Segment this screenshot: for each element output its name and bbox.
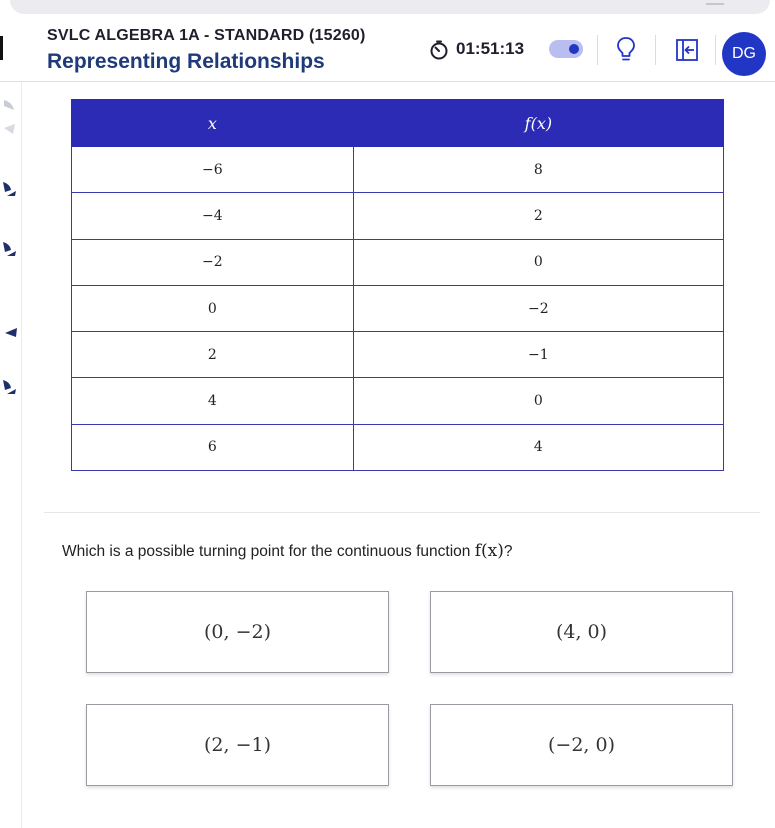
rail-marker-icon [2,182,16,196]
avatar[interactable]: DG [722,32,766,76]
timer-toggle[interactable] [549,40,583,58]
cell-fx: −2 [353,285,723,331]
answer-choice[interactable]: (4, 0) [430,591,733,673]
rail-marker-icon [4,325,18,339]
question-text: Which is a possible turning point for the continuous function [62,543,471,560]
question-prompt [62,541,513,561]
cell-fx: 2 [353,193,723,239]
answer-choice[interactable]: (−2, 0) [430,704,733,786]
exit-panel-icon[interactable] [675,38,699,62]
cell-fx: 0 [353,239,723,285]
header-separator [715,35,716,65]
answer-choice[interactable]: (2, −1) [86,704,389,786]
left-accent-bar [0,36,3,60]
table-row [72,285,724,331]
header-separator [655,35,656,65]
cell-x: 0 [72,285,354,331]
rail-marker-icon [2,122,16,136]
timer-icon[interactable] [429,40,449,60]
cell-x: 6 [72,424,354,470]
toggle-knob [569,44,579,54]
table-row [72,378,724,424]
cell-x: 2 [72,332,354,378]
course-title: SVLC ALGEBRA 1A - STANDARD (15260) [47,27,366,44]
rail-marker-icon [2,380,16,394]
header-separator [597,35,598,65]
lightbulb-icon[interactable] [615,35,637,65]
top-strip [10,0,770,14]
column-header-fx: f(x) [353,100,723,147]
question-function: f(x) [474,541,504,561]
rail-marker-icon [2,98,16,112]
table-row [72,424,724,470]
table-row [72,332,724,378]
lesson-title: Representing Relationships [47,50,325,73]
question-end: ? [503,543,513,560]
function-table [71,99,724,471]
table-row [72,239,724,285]
cell-fx: 8 [353,147,723,193]
cell-fx: 0 [353,378,723,424]
column-header-x: x [72,100,354,147]
timer-readout: 01:51:13 [456,39,525,58]
cell-x: 4 [72,378,354,424]
table-row [72,193,724,239]
cell-x: −6 [72,147,354,193]
cell-fx: 4 [353,424,723,470]
header [0,14,775,82]
answer-choice[interactable]: (0, −2) [86,591,389,673]
section-divider [44,512,760,513]
cell-x: −2 [72,239,354,285]
cell-x: −4 [72,193,354,239]
cell-fx: −1 [353,332,723,378]
table-row [72,147,724,193]
rail-marker-icon [2,242,16,256]
strip-dash [706,3,724,5]
left-rail [0,82,22,828]
table-header-row [72,100,724,147]
